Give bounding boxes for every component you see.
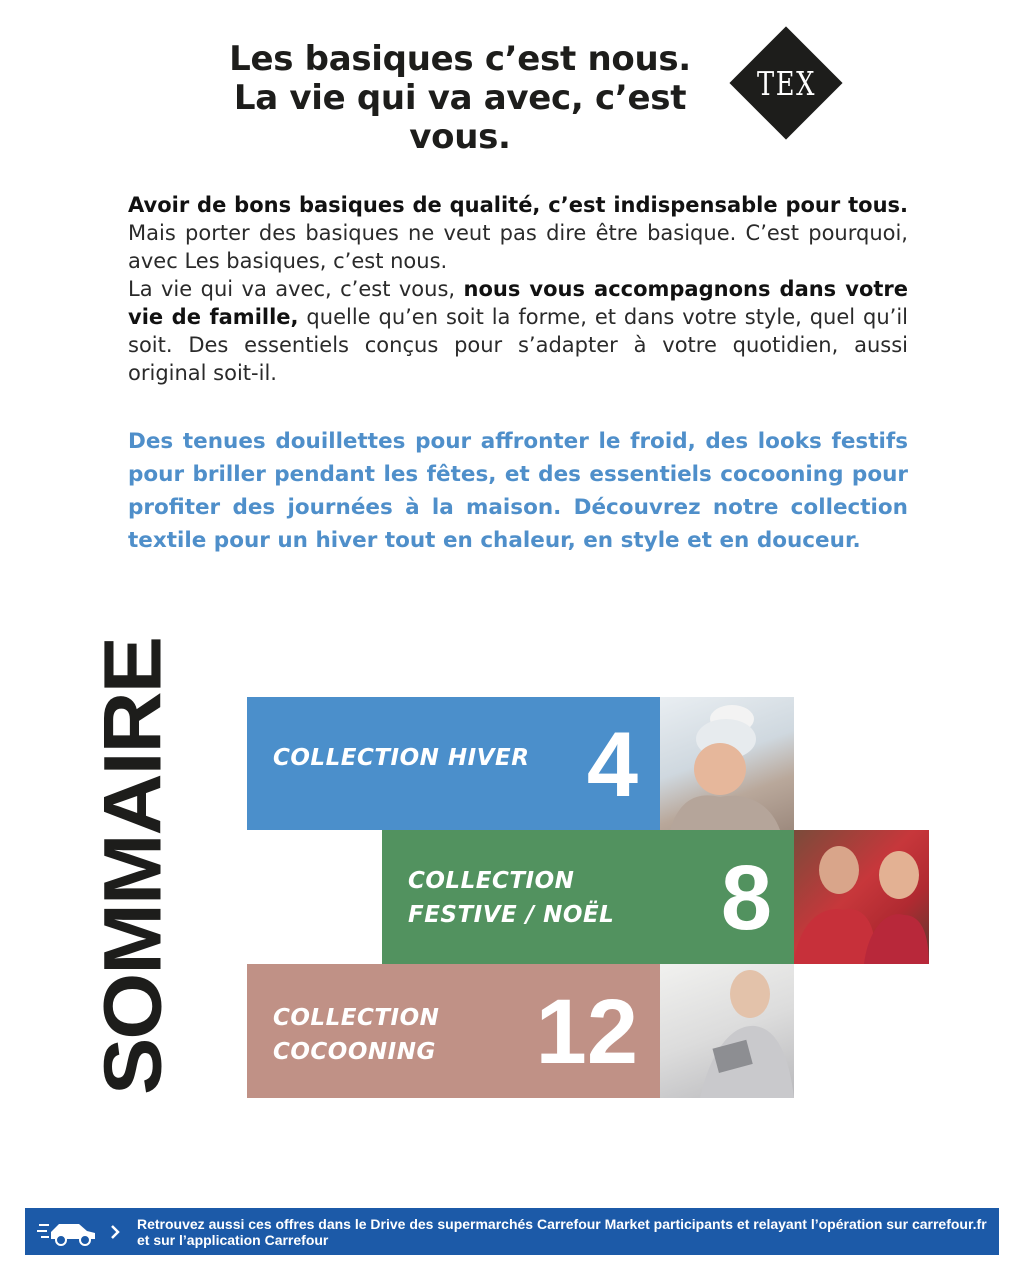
- label-line-2: COCOONING: [273, 1039, 436, 1065]
- intro-paragraph-2: [128, 275, 908, 387]
- label-line-1: COLLECTION: [273, 1005, 440, 1031]
- logo-text: TEX: [757, 64, 816, 103]
- intro-p2-bold: nous vous accompagnons dans votre vie de famille,: [128, 277, 909, 329]
- car-icon: [37, 1217, 99, 1247]
- sommaire-item-label: [273, 1001, 439, 1069]
- intro-p2-start: La vie qui va avec, c’est vous,: [128, 277, 464, 301]
- sommaire-item-cocooning[interactable]: [247, 964, 660, 1098]
- sommaire-item-page: 8: [720, 847, 772, 949]
- photo-cocooning-woman: [660, 964, 794, 1098]
- sommaire-item-page: 4: [586, 714, 638, 816]
- footer-banner[interactable]: [25, 1208, 999, 1255]
- headline-line-1: Les basiques c’est nous.: [229, 39, 691, 79]
- tex-logo: [730, 27, 843, 140]
- label-line-1: COLLECTION: [408, 868, 575, 894]
- footer-text: Retrouvez aussi ces offres dans le Drive des supermarchés Carrefour Market participants et relayant l’opération sur carrefour.fr et sur l’application Carrefour: [137, 1216, 987, 1248]
- sommaire-item-festive[interactable]: [382, 830, 794, 964]
- intro-paragraph-1: [128, 191, 908, 275]
- intro-p2-rest: quelle qu’en soit la forme, et dans votre style, quel qu’il soit. Des essentiels conçus pour s’adapter à votre quotidien, aussi original soit-il.: [128, 305, 909, 385]
- label-line-1: COLLECTION HIVER: [273, 745, 530, 771]
- intro-p1-rest: Mais porter des basiques ne veut pas dire être basique. C’est pourquoi, avec Les basiques, c’est nous.: [128, 221, 908, 273]
- intro-text: [128, 191, 908, 387]
- intro-p1-bold: Avoir de bons basiques de qualité, c’est indispensable pour tous.: [128, 193, 908, 217]
- chevron-right-icon: [109, 1222, 121, 1242]
- sommaire-item-label: [408, 864, 614, 932]
- sommaire-item-label: [273, 741, 529, 775]
- photo-winter-woman: [660, 697, 794, 830]
- sommaire-item-hiver[interactable]: [247, 697, 660, 830]
- sommaire-title: SOMMAIRE: [87, 638, 179, 1095]
- page-headline: [190, 40, 730, 157]
- photo-festive-couple: [794, 830, 929, 964]
- collection-description: Des tenues douillettes pour affronter le froid, des looks festifs pour briller pendant les fêtes, et des essentiels cocooning pour profiter des journées à la maison. Découvrez notre collection textile pour un hiver tout en chaleur, en style et en douceur.: [128, 429, 908, 553]
- headline-line-2: La vie qui va avec, c’est vous.: [233, 78, 687, 157]
- label-line-2: FESTIVE / NOËL: [408, 902, 615, 928]
- sommaire-item-page: 12: [535, 981, 638, 1083]
